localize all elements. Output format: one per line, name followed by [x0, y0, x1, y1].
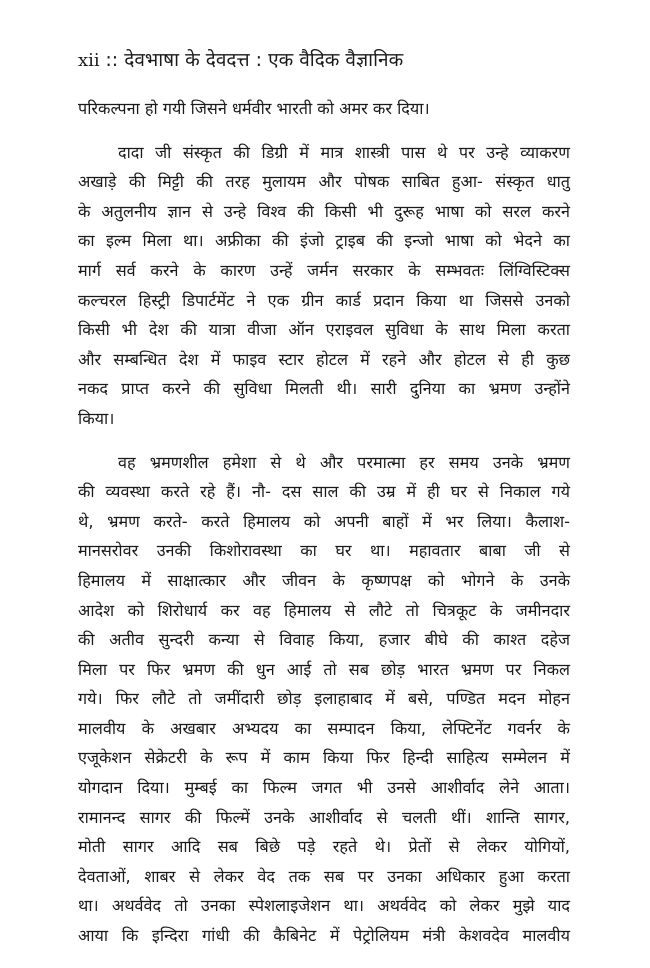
page-number: xii: [78, 50, 106, 71]
text-line: परिकल्पना हो गयी जिसने धर्मवीर भारती को अमर कर दिया।: [78, 99, 430, 118]
text-line: रामानन्द सागर की फिल्में उनके आशीर्वाद से चलती थीं। शान्ति सागर,: [78, 807, 570, 827]
body-text: [78, 94, 570, 951]
running-header: [78, 46, 578, 75]
paragraph: [78, 94, 570, 124]
text-line: मालवीय के अखबार अभ्यदय का सम्पादन किया, लेफ्टिनेंट गवर्नर के: [78, 718, 570, 738]
text-line: आदेश को शिरोधार्य कर वह हिमालय से लौटे तो चित्रकूट के जमीनदार: [78, 600, 570, 620]
text-line: दादा जी संस्कृत की डिग्री में मात्र शास्त्री पास थे पर उन्हे व्याकरण: [118, 142, 570, 162]
text-line: देवताओं, शाबर से लेकर वेद तक सब पर उनका अधिकार हुआ करता: [78, 866, 570, 886]
paragraph: [78, 138, 570, 434]
text-line: गये। फिर लौटे तो जमींदारी छोड़ इलाहाबाद में बसे, पण्डित मदन मोहन: [78, 689, 570, 709]
text-line: नकद प्राप्त करने की सुविधा मिलती थी। सारी दुनिया का भ्रमण उन्होंने: [78, 379, 570, 399]
text-line: की व्यवस्था करते रहे हैं। नौ- दस साल की उम्र में ही घर से निकाल गये: [78, 482, 570, 502]
text-line: आया कि इन्दिरा गांधी की कैबिनेट में पेट्रोलियम मंत्री केशवदेव मालवीय: [78, 926, 570, 946]
text-line: था। अथर्ववेद तो उनका स्पेशलाइजेशन था। अथर्ववेद को लेकर मुझे याद: [78, 896, 570, 916]
text-line: किसी भी देश की यात्रा वीजा ऑन एराइवल सुविधा के साथ मिला करता: [78, 320, 570, 340]
text-line: किया।: [78, 408, 115, 428]
text-line: वह भ्रमणशील हमेशा से थे और परमात्मा हर समय उनके भ्रमण: [118, 452, 570, 472]
text-line: के अतुलनीय ज्ञान से उन्हे विश्व की किसी भी दुरूह भाषा को सरल करने: [78, 201, 570, 221]
text-line: और सम्बन्धित देश में फाइव स्टार होटल में रहने और होटल से ही कुछ: [78, 349, 570, 369]
header-separator: ::: [105, 49, 125, 71]
text-line: कल्चरल हिस्ट्री डिपार्टमेंट ने एक ग्रीन कार्ड प्रदान किया था जिससे उनको: [78, 290, 570, 310]
text-line: मिला पर फिर भ्रमण की धुन आई तो सब छोड़ भारत भ्रमण पर निकल: [78, 659, 570, 679]
text-line: का इल्म मिला था। अफ्रीका की इंजो ट्राइब की इन्जो भाषा को भेदने का: [78, 231, 570, 251]
text-line: हिमालय में साक्षात्कार और जीवन के कृष्णपक्ष को भोगने के उनके: [78, 570, 570, 590]
text-line: एजूकेशन सेक्रेटरी के रूप में काम किया फिर हिन्दी साहित्य सम्मेलन में: [78, 748, 570, 768]
book-title: देवभाषा के देवदत्त : एक वैदिक वैज्ञानिक: [124, 49, 404, 71]
paragraph: [78, 448, 570, 951]
text-line: की अतीव सुन्दरी कन्या से विवाह किया, हजार बीघे की काश्त दहेज: [78, 630, 570, 650]
text-line: मार्ग सर्व करने के कारण उन्हें जर्मन सरकार के सम्भवतः लिंग्विस्टिक्स: [78, 260, 570, 280]
text-line: मोती सागर आदि सब बिछे पड़े रहते थे। प्रेतों से लेकर योगियों,: [78, 837, 570, 857]
text-line: योगदान दिया। मुम्बई का फिल्म जगत भी उनसे आशीर्वाद लेने आता।: [78, 778, 570, 798]
text-line: अखाड़े की मिट्टी की तरह मुलायम और पोषक साबित हुआ- संस्कृत धातु: [78, 172, 570, 192]
text-line: थे, भ्रमण करते- करते हिमालय को अपनी बाहों में भर लिया। कैलाश-: [78, 511, 570, 531]
text-line: मानसरोवर उनकी किशोरावस्था का घर था। महावतार बाबा जी से: [78, 541, 570, 561]
